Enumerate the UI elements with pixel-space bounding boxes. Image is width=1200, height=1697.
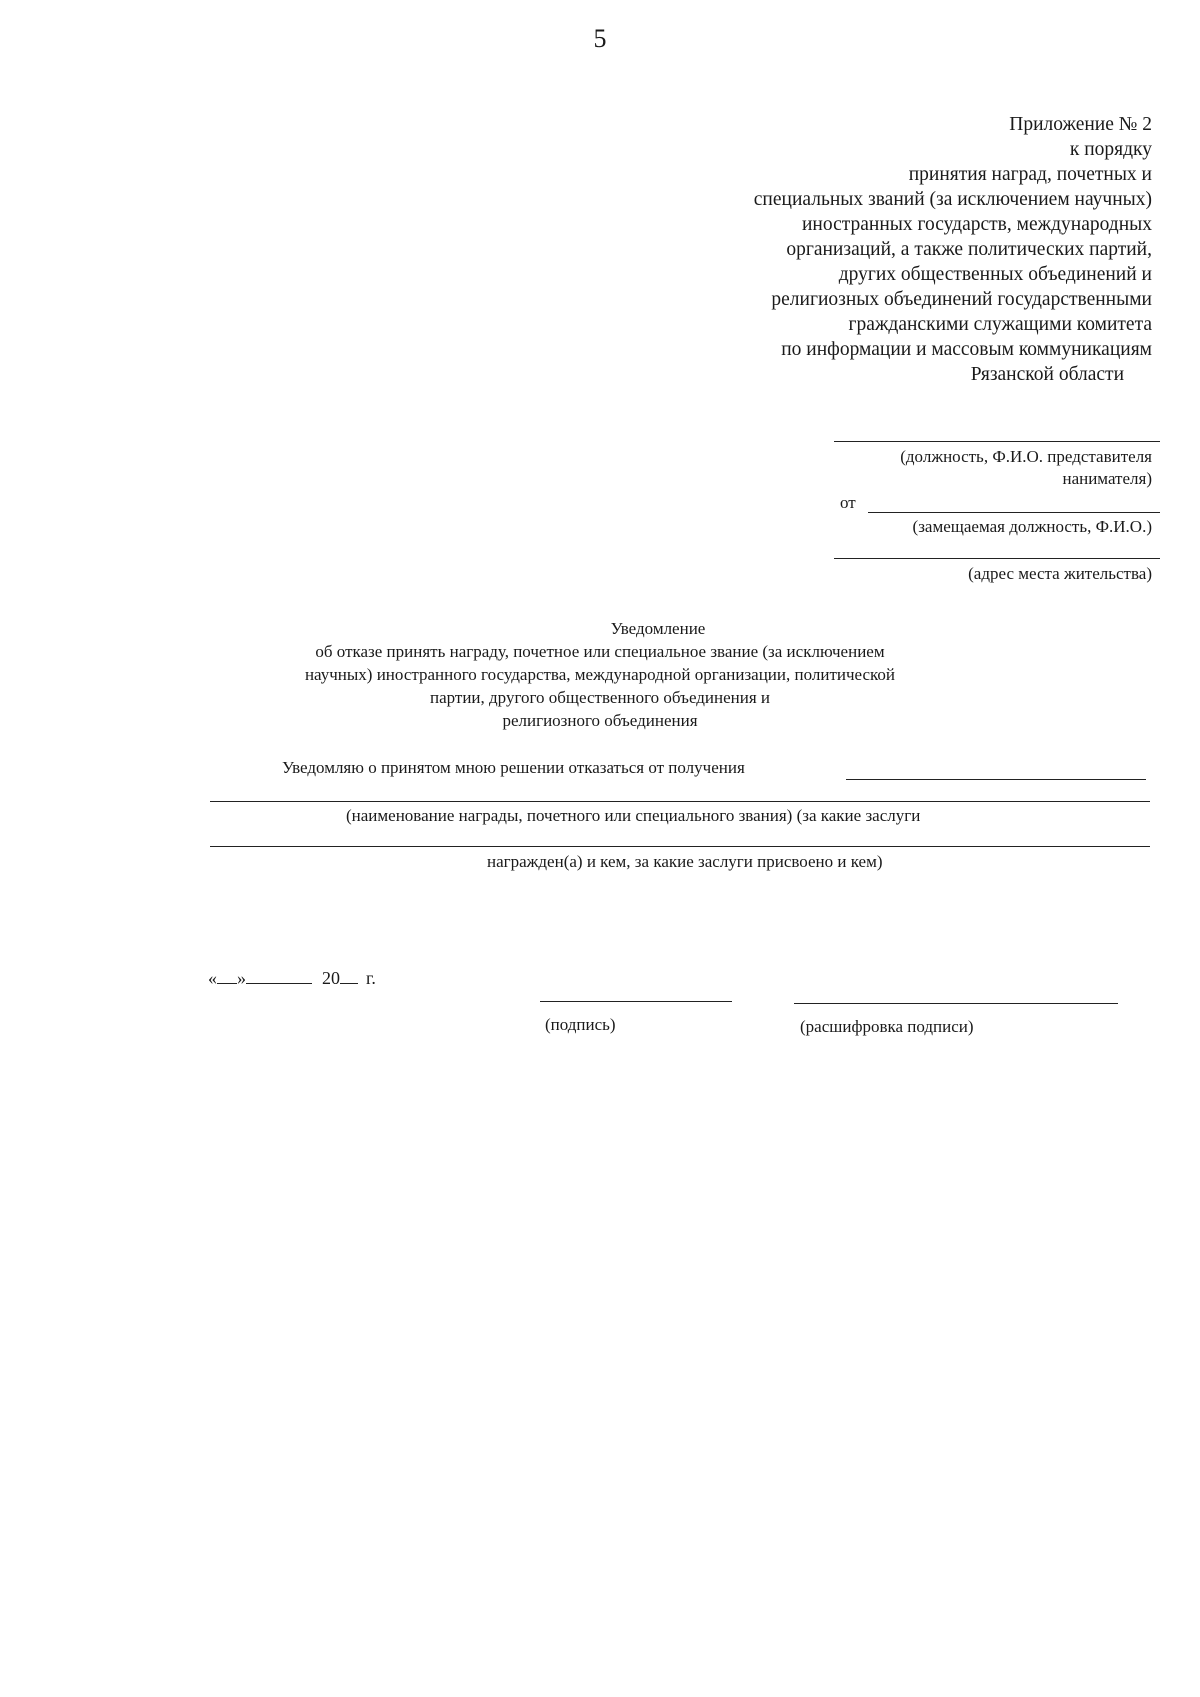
appendix-line: гражданскими служащими комитета <box>848 314 1152 335</box>
year-prefix: 20 <box>322 968 340 988</box>
appendix-header <box>632 112 1152 387</box>
notice-subtitle-line: партии, другого общественного объединения и <box>429 688 771 707</box>
award-description-line-2[interactable] <box>210 846 1150 847</box>
employer-representative-line[interactable] <box>834 441 1160 442</box>
day-field[interactable] <box>217 969 237 984</box>
date-close-quote: » <box>237 968 246 988</box>
page-number: 5 <box>593 24 607 53</box>
notice-heading <box>0 617 1200 732</box>
employer-caption-2: нанимателя) <box>1062 469 1152 488</box>
signature-decoding-caption: (расшифровка подписи) <box>800 1017 974 1036</box>
from-label: от <box>840 493 856 512</box>
sender-caption: (замещаемая должность, Ф.И.О.) <box>912 517 1152 536</box>
notice-title: Уведомление <box>610 619 706 638</box>
signature-caption: (подпись) <box>545 1015 616 1034</box>
award-caption-2: награжден(а) и кем, за какие заслуги присвоено и кем) <box>487 852 883 871</box>
notice-subtitle-line: научных) иностранного государства, международной организации, политической <box>304 665 896 684</box>
appendix-line: организаций, а также политических партий, <box>786 239 1152 260</box>
award-caption-1: (наименование награды, почетного или специального звания) (за какие заслуги <box>346 806 921 825</box>
notice-subtitle-line: об отказе принять награду, почетное или специальное звание (за исключением <box>315 642 885 661</box>
year-suffix: г. <box>366 968 376 988</box>
appendix-line: по информации и массовым коммуникациям <box>781 339 1152 360</box>
statement-text: Уведомляю о принятом мною решении отказаться от получения <box>282 758 745 777</box>
address-line[interactable] <box>834 558 1160 559</box>
award-description-line-1[interactable] <box>210 801 1150 802</box>
appendix-line: принятия наград, почетных и <box>908 164 1152 185</box>
award-name-field[interactable] <box>846 779 1146 780</box>
appendix-line: других общественных объединений и <box>838 264 1152 285</box>
appendix-line: религиозных объединений государственными <box>771 289 1152 310</box>
month-field[interactable] <box>246 969 312 984</box>
appendix-line: иностранных государств, международных <box>801 214 1152 235</box>
address-caption: (адрес места жительства) <box>968 564 1152 583</box>
date-open-quote: « <box>208 968 217 988</box>
year-field[interactable] <box>340 969 358 984</box>
notice-subtitle-line: религиозного объединения <box>502 711 698 730</box>
signature-decoding-field[interactable] <box>794 1003 1118 1004</box>
appendix-line: Рязанской области <box>970 364 1124 385</box>
appendix-line: Приложение № 2 <box>1009 114 1152 135</box>
sender-line[interactable] <box>868 512 1160 513</box>
date-line <box>208 967 376 989</box>
appendix-line: специальных званий (за исключением научных) <box>753 189 1152 210</box>
employer-caption-1: (должность, Ф.И.О. представителя <box>900 447 1152 466</box>
appendix-line: к порядку <box>1069 139 1152 160</box>
signature-field[interactable] <box>540 1001 732 1002</box>
